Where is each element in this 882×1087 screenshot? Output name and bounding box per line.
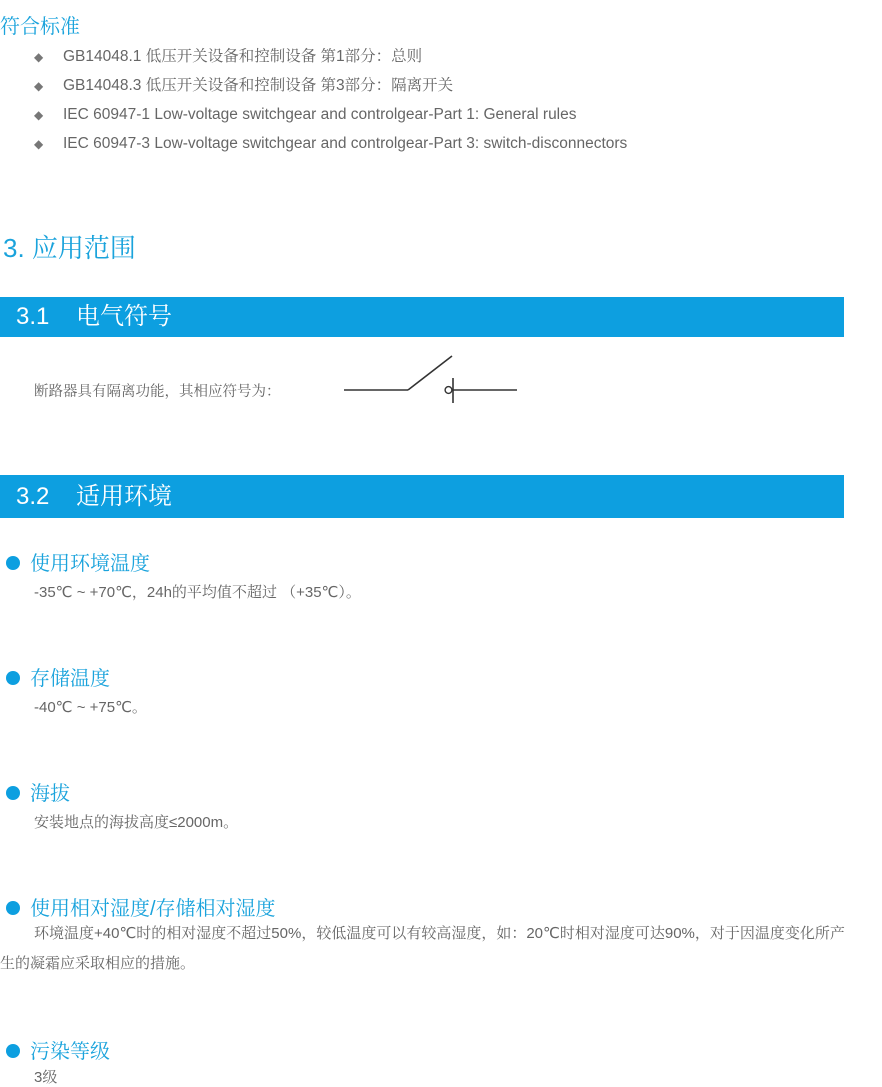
diamond-bullet-icon: ◆: [34, 79, 44, 93]
list-item: [34, 104, 627, 133]
heading-text: 存储温度: [30, 668, 110, 690]
subsection-title: 适用环境: [76, 483, 172, 510]
subsection-band-3-1: [0, 297, 844, 337]
disconnector-symbol-icon: [340, 350, 525, 410]
env-item-body: 3级: [34, 1069, 58, 1086]
env-item-heading: [6, 662, 110, 691]
standards-list: [34, 46, 627, 162]
env-item-body: -35℃ ~ +70℃，24h的平均值不超过 （+35℃）。: [34, 584, 361, 601]
heading-text: 使用环境温度: [30, 553, 150, 575]
heading-text: 海拔: [30, 783, 70, 805]
env-item-body: -40℃ ~ +75℃。: [34, 699, 147, 716]
bullet-dot-icon: [6, 556, 20, 570]
env-item-heading: [6, 892, 276, 921]
list-item: [34, 133, 627, 162]
bullet-dot-icon: [6, 671, 20, 685]
bullet-dot-icon: [6, 1044, 20, 1058]
diamond-bullet-icon: ◆: [34, 137, 44, 151]
env-item-heading: [6, 1035, 110, 1064]
bullet-dot-icon: [6, 786, 20, 800]
section-title: 3. 应用范围: [3, 233, 136, 263]
subsection-number: 3.2: [16, 483, 50, 510]
standard-text: IEC 60947-1 Low-voltage switchgear and controlgear-Part 1: General rules: [63, 106, 577, 123]
env-item-body: 安装地点的海拔高度≤2000m。: [34, 814, 239, 831]
bullet-dot-icon: [6, 901, 20, 915]
standards-title: 符合标准: [0, 16, 80, 38]
subsection-title: 电气符号: [76, 303, 172, 330]
env-item-heading: [6, 547, 150, 576]
list-item: [34, 75, 627, 104]
subsection-number: 3.1: [16, 303, 50, 330]
subsection-band-3-2: [0, 475, 844, 518]
env-item-heading: [6, 777, 70, 806]
standard-text: GB14048.1 低压开关设备和控制设备 第1部分：总则: [63, 48, 423, 65]
symbol-description: 断路器具有隔离功能，其相应符号为：: [34, 384, 281, 400]
heading-text: 污染等级: [30, 1041, 110, 1063]
env-item-body: 环境温度+40℃时的相对湿度不超过50%，较低温度可以有较高湿度，如：20℃时相对湿度可达90%，对于因温度变化所产生的凝霜应采取相应的措施。: [0, 925, 845, 972]
heading-text: 使用相对湿度/存储相对湿度: [30, 898, 276, 920]
standard-text: IEC 60947-3 Low-voltage switchgear and controlgear-Part 3: switch-disconnectors: [63, 135, 628, 152]
list-item: [34, 46, 627, 75]
diamond-bullet-icon: ◆: [34, 50, 44, 64]
standard-text: GB14048.3 低压开关设备和控制设备 第3部分：隔离开关: [63, 77, 454, 94]
diamond-bullet-icon: ◆: [34, 108, 44, 122]
